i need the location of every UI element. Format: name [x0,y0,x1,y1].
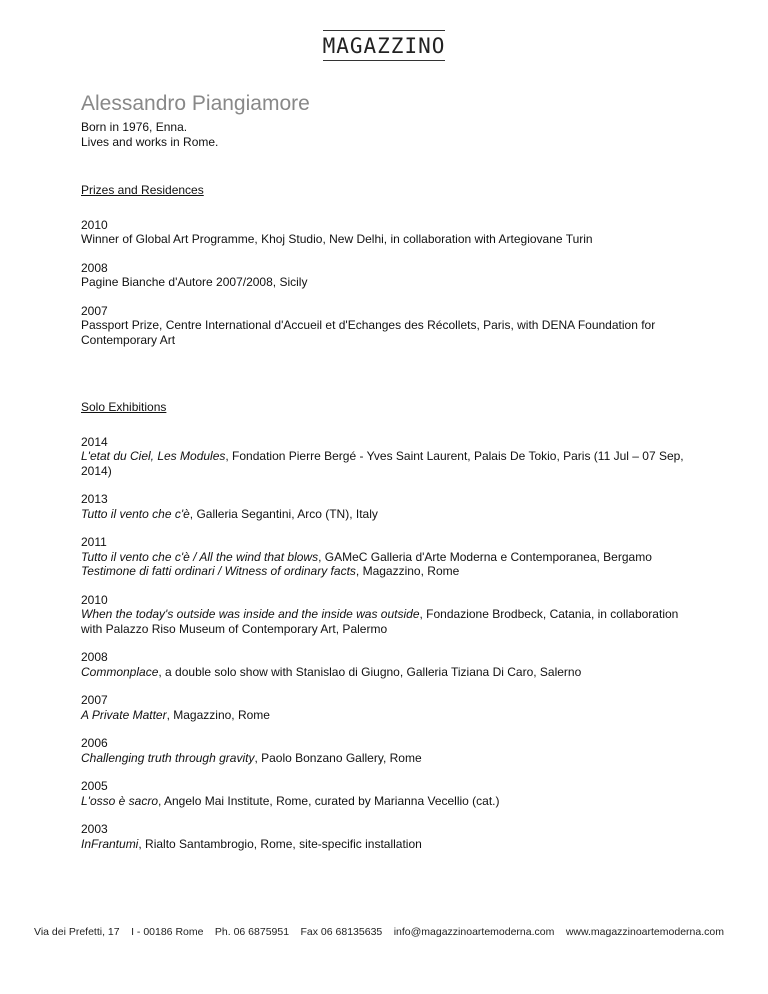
exhibition-line [81,794,691,809]
exhibition-entry [81,736,691,765]
exhibition-title: A Private Matter [81,707,167,722]
exhibition-title: Testimone di fatti ordinari / Witness of ordinary facts [81,564,356,578]
footer [34,926,724,938]
prize-entry [81,261,691,290]
exhibition-line [81,449,691,478]
exhibition-details: , Magazzino, Rome [166,707,270,722]
artist-bio [81,120,218,149]
exhibition-line [81,837,691,852]
exhibition-line [81,708,691,723]
exhibition-title: Tutto il vento che c'è [81,506,190,521]
entry-year: 2011 [81,535,107,549]
artist-name: Alessandro Piangiamore [81,92,310,115]
entry-text: Pagine Bianche d'Autore 2007/2008, Sicily [81,275,308,289]
exhibition-entry [81,435,691,479]
footer-phone: Ph. 06 6875951 [214,926,290,938]
exhibition-title: L'etat du Ciel, Les Modules [81,449,226,463]
entry-year: 2007 [81,303,108,318]
entry-text: Winner of Global Art Programme, Khoj Studio, New Delhi, in collaboration with Artegiovane Turin [81,232,593,246]
exhibition-details: , GAMeC Galleria d'Arte Moderna e Contemporanea, Bergamo [318,549,652,564]
exhibition-title: When the today's outside was inside and the inside was outside [81,607,420,621]
exhibition-line [81,564,691,579]
exhibition-line [81,507,691,522]
exhibition-line [81,665,691,680]
exhibition-entry [81,593,691,637]
exhibition-title: InFrantumi [81,836,139,851]
exhibition-details: , Magazzino, Rome [355,564,460,578]
entry-year: 2008 [81,260,108,275]
footer-website[interactable]: www.magazzinoartemoderna.com [565,926,724,938]
exhibition-title: Challenging truth through gravity [81,750,255,765]
footer-email[interactable]: info@magazzinoartemoderna.com [393,926,555,938]
exhibition-entry [81,535,691,579]
exhibition-line [81,550,691,565]
exhibition-details: , Fondation Pierre Bergé - Yves Saint Laurent, Palais De Tokio, Paris (11 Jul – 07 Sep, 2014) [81,449,684,478]
exhibition-line [81,607,691,636]
prizes-section [81,183,691,361]
solo-list [81,435,691,852]
entry-year: 2010 [81,217,108,232]
entry-year: 2007 [81,693,108,707]
exhibition-entry [81,650,691,679]
footer-postal: I - 00186 Rome [131,926,204,938]
entry-year: 2003 [81,822,108,836]
header [0,30,768,61]
exhibition-details: , a double solo show with Stanislao di Giugno, Galleria Tiziana Di Caro, Salerno [158,664,582,679]
exhibition-entry [81,492,691,521]
exhibition-details: , Rialto Santambrogio, Rome, site-specific installation [138,836,422,851]
prize-entry [81,218,691,247]
footer-address: Via dei Prefetti, 17 [34,926,120,938]
solo-exhibitions-section [81,400,691,865]
prizes-list [81,218,691,348]
exhibition-details: , Fondazione Brodbeck, Catania, in collaboration with Palazzo Riso Museum of Contemporary Art, Palermo [81,607,679,636]
gallery-logo: MAGAZZINO [323,30,446,61]
entry-year: 2014 [81,434,108,449]
entry-year: 2008 [81,650,108,664]
exhibition-title: L'osso è sacro [81,793,158,808]
solo-heading: Solo Exhibitions [81,400,167,414]
exhibition-title: Commonplace [81,664,159,679]
exhibition-details: , Galleria Segantini, Arco (TN), Italy [189,506,378,521]
birth-info: Born in 1976, Enna. [81,120,188,134]
exhibition-line [81,751,691,766]
exhibition-entry [81,693,691,722]
entry-year: 2010 [81,592,108,607]
residence-info: Lives and works in Rome. [81,134,219,149]
entry-year: 2006 [81,736,108,750]
exhibition-title: Tutto il vento che c'è / All the wind that blows [81,549,319,564]
exhibition-details: , Angelo Mai Institute, Rome, curated by Marianna Vecellio (cat.) [158,793,500,808]
entry-year: 2005 [81,779,108,793]
entry-year: 2013 [81,492,108,506]
footer-fax: Fax 06 68135635 [300,926,383,938]
exhibition-details: , Paolo Bonzano Gallery, Rome [254,750,422,765]
entry-text: Passport Prize, Centre International d'Accueil et d'Echanges des Récollets, Paris, with DENA Foundation for Contemporary Art [81,318,656,347]
exhibition-entry [81,822,691,851]
prizes-heading: Prizes and Residences [81,183,204,197]
exhibition-entry [81,779,691,808]
prize-entry [81,304,691,348]
